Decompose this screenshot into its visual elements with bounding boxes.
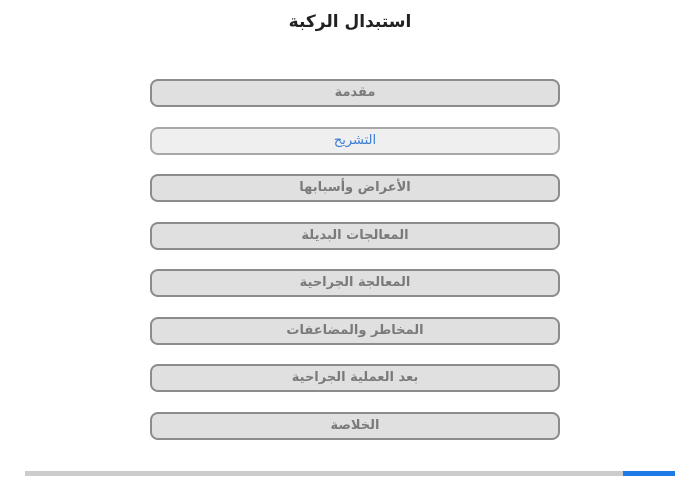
- menu-item-after-surgery[interactable]: بعد العملية الجراحية: [150, 364, 560, 392]
- menu-item-summary[interactable]: الخلاصة: [150, 412, 560, 440]
- menu-item-alternative-treatments[interactable]: المعالجات البديلة: [150, 222, 560, 250]
- menu-item-introduction[interactable]: مقدمة: [150, 79, 560, 107]
- progress-bar-fill: [623, 471, 675, 476]
- page-title: استبدال الركبة: [288, 12, 412, 32]
- progress-bar: [25, 471, 675, 476]
- menu-item-symptoms-causes[interactable]: الأعراض وأسبابها: [150, 174, 560, 202]
- menu-item-anatomy[interactable]: التشريح: [150, 127, 560, 155]
- menu-item-surgical-treatment[interactable]: المعالجة الجراحية: [150, 269, 560, 297]
- menu-item-risks-complications[interactable]: المخاطر والمضاعفات: [150, 317, 560, 345]
- chapter-menu: [150, 79, 560, 459]
